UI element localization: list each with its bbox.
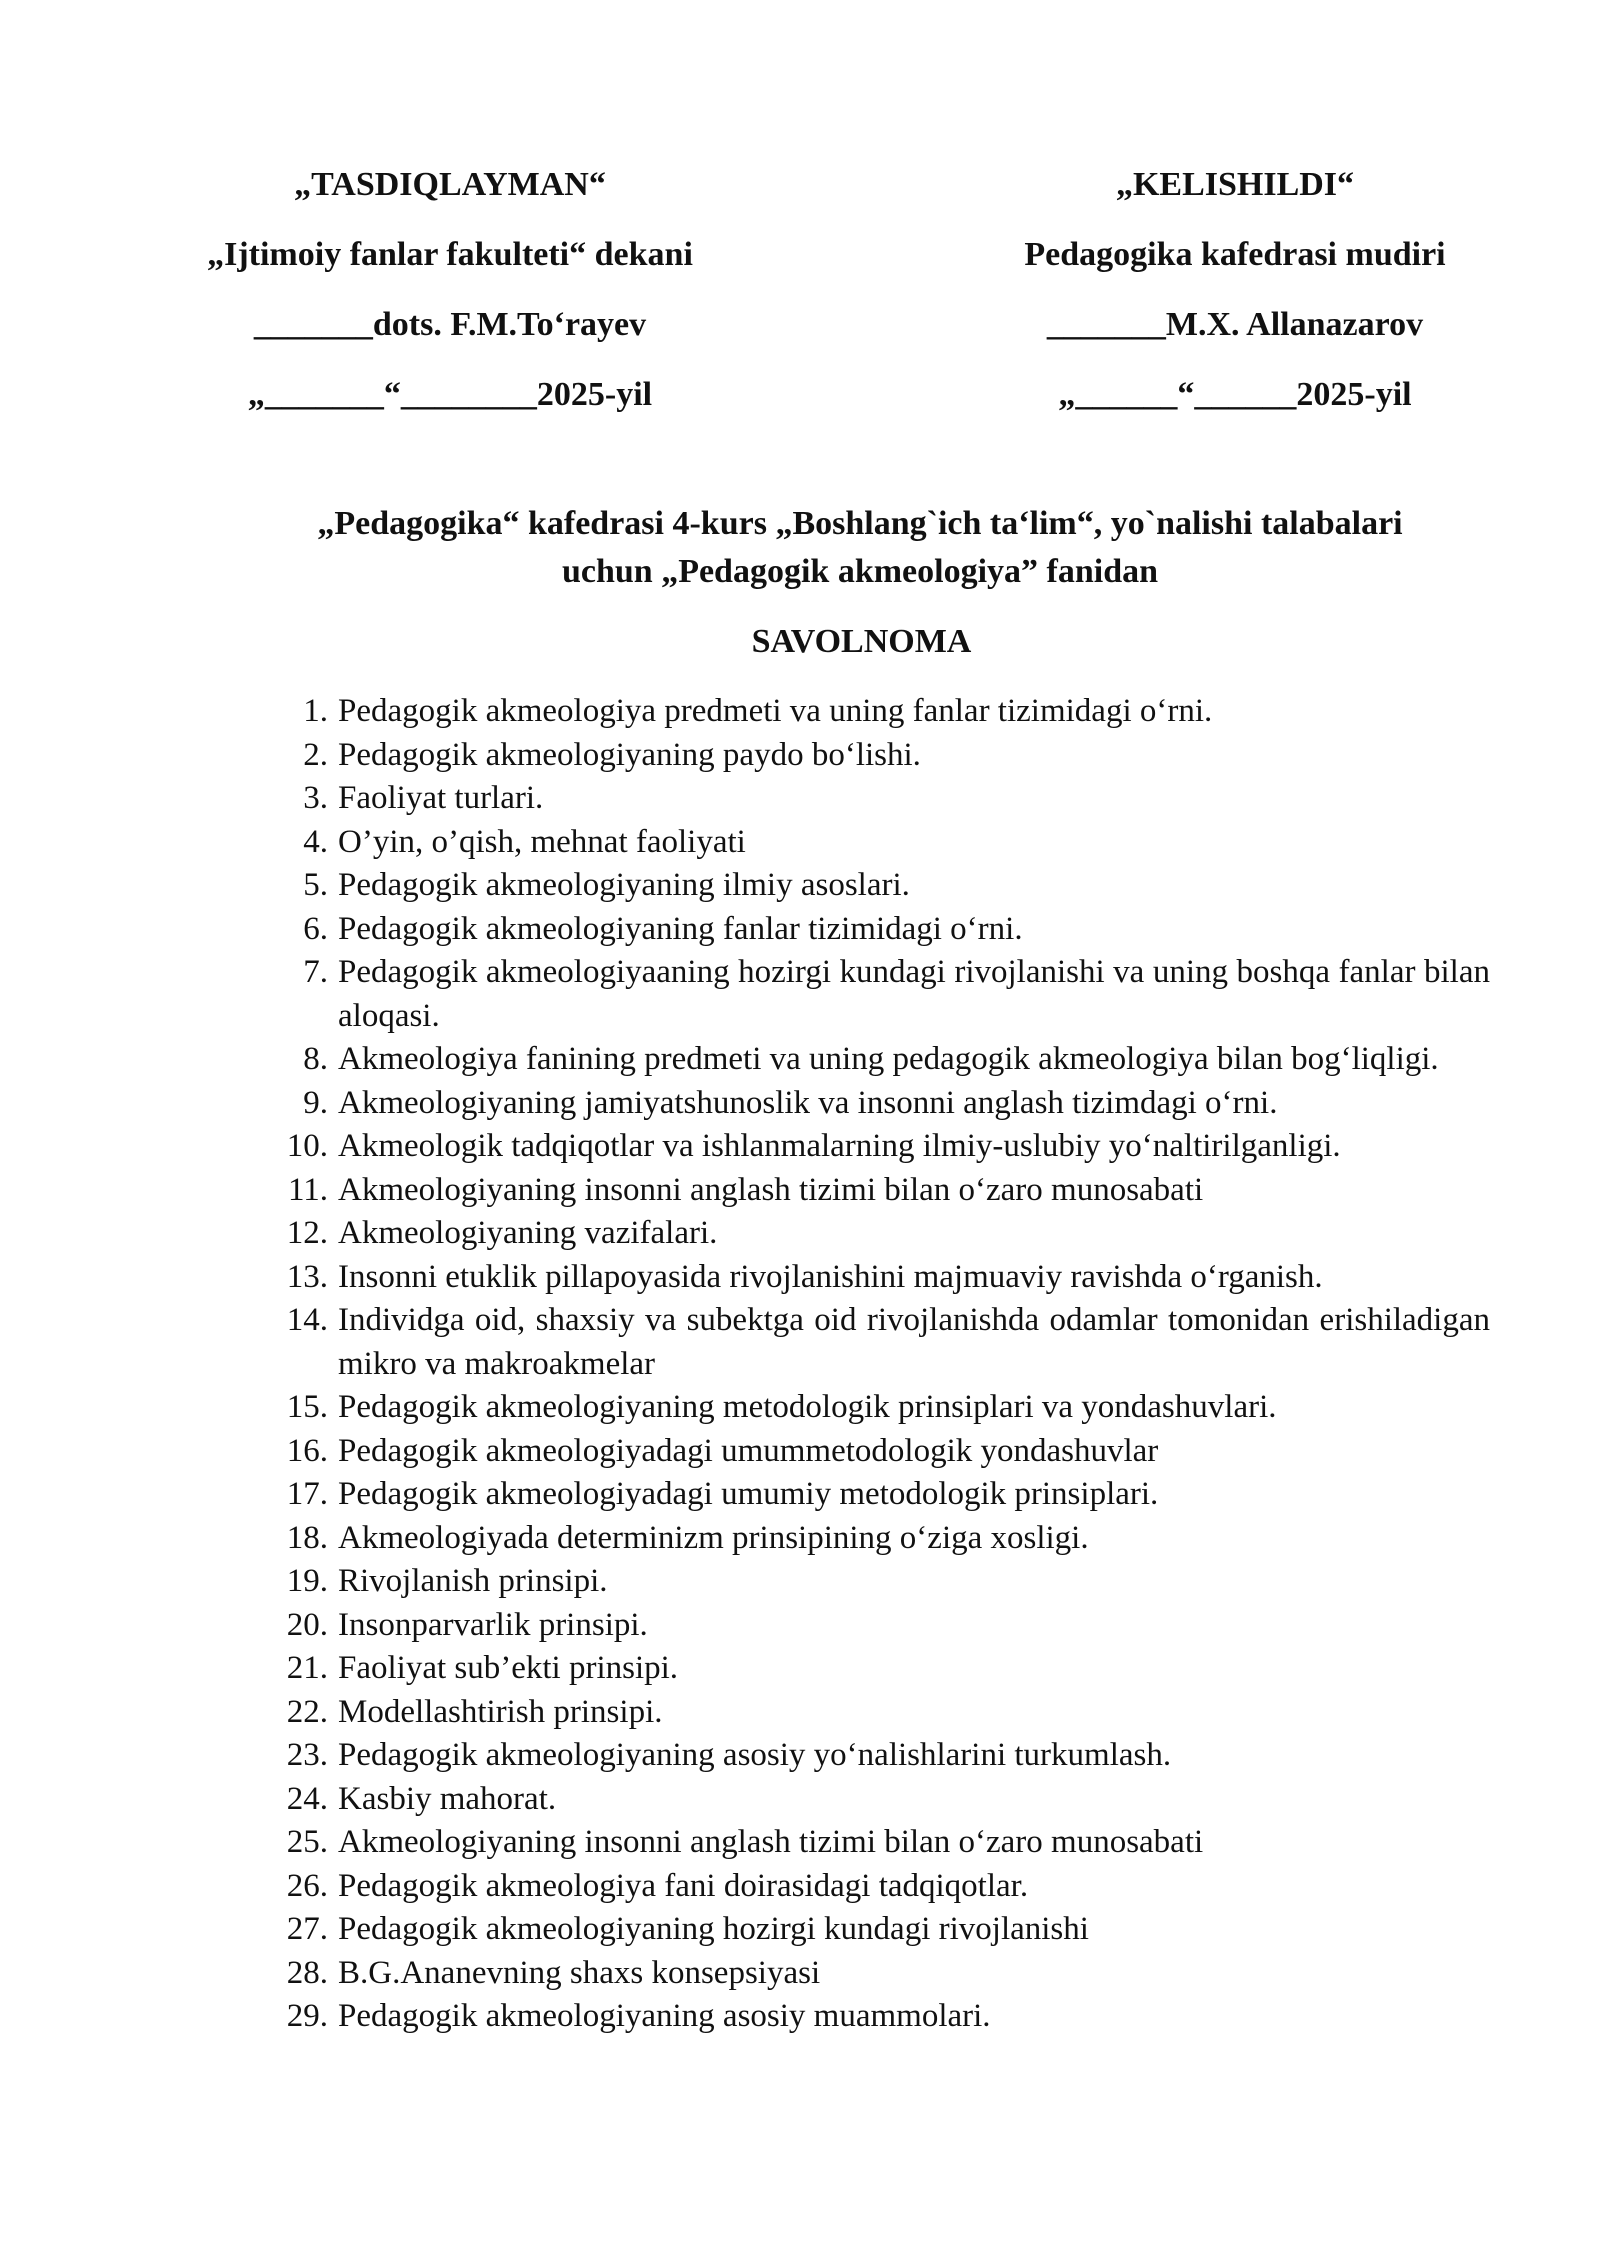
question-text: Faoliyat turlari.: [338, 780, 544, 816]
question-number: 7.: [303, 954, 328, 990]
question-text: Modellashtirish prinsipi.: [338, 1693, 663, 1730]
question-text: Pedagogik akmeologiyadagi umummetodologik yondashuvlar: [338, 1432, 1159, 1469]
date-line: „_______“________2025-yil: [247, 376, 653, 413]
question-number: 21.: [286, 1650, 328, 1686]
question-number: 11.: [287, 1171, 328, 1208]
question-text: Insonparvarlik prinsipi.: [338, 1606, 648, 1643]
question-number: 3.: [303, 780, 328, 816]
question-text: Pedagogik akmeologiyaning asosiy muammolari.: [338, 1998, 991, 2034]
question-text: Akmeologiyaning insonni anglash tizimi bilan o‘zaro munosabati: [338, 1824, 1204, 1860]
question-number: 20.: [286, 1606, 328, 1643]
question-text: Pedagogik akmeologiyaning ilmiy asoslari.: [338, 867, 910, 903]
question-item: [270, 1952, 1490, 1996]
question-text: Kasbiy mahorat.: [338, 1780, 557, 1817]
question-number: 13.: [286, 1258, 328, 1295]
question-number: 2.: [303, 736, 328, 773]
approver-position: Pedagogika kafedrasi mudiri: [1024, 236, 1446, 273]
heading-line: „Pedagogika“ kafedrasi 4-kurs „Boshlang`ich ta‘lim“, yo`nalishi talabalari: [317, 505, 1403, 542]
question-list: [270, 690, 1490, 2039]
approval-block-agreed: [940, 150, 1530, 430]
question-item: [270, 864, 1490, 908]
question-text: Pedagogik akmeologiya predmeti va uning fanlar tizimidagi o‘rni.: [338, 693, 1213, 729]
signature-line: _______dots. F.M.To‘rayev: [253, 306, 647, 343]
question-item: [270, 1995, 1490, 2039]
heading-line: uchun „Pedagogik akmeologiya” fanidan: [561, 553, 1159, 590]
question-number: 18.: [286, 1519, 328, 1556]
question-number: 17.: [286, 1476, 328, 1512]
question-item: [270, 1082, 1490, 1126]
question-item: [270, 1865, 1490, 1909]
question-number: 5.: [303, 867, 328, 903]
question-text: Pedagogik akmeologiyaning hozirgi kundagi rivojlanishi: [338, 1911, 1089, 1947]
question-item: [270, 1430, 1490, 1474]
question-text: Faoliyat sub’ekti prinsipi.: [338, 1650, 679, 1686]
question-item: [270, 1299, 1490, 1386]
question-number: 26.: [286, 1867, 328, 1904]
approval-title: „KELISHILDI“: [1115, 166, 1355, 203]
question-item: [270, 1647, 1490, 1691]
question-item: [270, 1560, 1490, 1604]
question-number: 16.: [286, 1432, 328, 1469]
question-text: O’yin, o’qish, mehnat faoliyati: [338, 823, 746, 860]
question-number: 22.: [286, 1693, 328, 1730]
question-text: Individga oid, shaxsiy va subektga oid rivojlanishda odamlar tomonidan erishiladigan mikro va makroakmelar: [338, 1302, 1490, 1382]
question-item: [270, 690, 1490, 734]
question-text: Insonni etuklik pillapoyasida rivojlanishini majmuaviy ravishda o‘rganish.: [338, 1258, 1323, 1295]
question-text: Pedagogik akmeologiyaning asosiy yo‘nalishlarini turkumlash.: [338, 1737, 1172, 1773]
question-number: 19.: [286, 1563, 328, 1599]
document-title: SAVOLNOMA: [751, 623, 972, 660]
question-item: [270, 951, 1490, 1038]
approval-block-approved: [150, 150, 750, 430]
question-item: [270, 1604, 1490, 1648]
question-item: [270, 1473, 1490, 1517]
approval-section: [0, 150, 1600, 413]
question-item: [270, 1169, 1490, 1213]
approver-position: „Ijtimoiy fanlar fakulteti“ dekani: [207, 236, 693, 273]
question-item: [270, 1125, 1490, 1169]
approval-title: „TASDIQLAYMAN“: [294, 166, 606, 203]
question-item: [270, 1778, 1490, 1822]
question-number: 23.: [286, 1737, 328, 1773]
question-number: 4.: [303, 823, 328, 860]
question-number: 10.: [286, 1128, 328, 1164]
question-item: [270, 1212, 1490, 1256]
question-number: 29.: [286, 1998, 328, 2034]
question-text: Pedagogik akmeologiyaaning hozirgi kundagi rivojlanishi va uning boshqa fanlar bilan aloqasi.: [338, 954, 1490, 1034]
question-item: [270, 1821, 1490, 1865]
signature-line: _______M.X. Allanazarov: [1046, 306, 1424, 343]
question-text: Akmeologik tadqiqotlar va ishlanmalarning ilmiy-uslubiy yo‘naltirilganligi.: [338, 1128, 1341, 1164]
question-text: Akmeologiyaning jamiyatshunoslik va insonni anglash tizimdagi o‘rni.: [338, 1084, 1278, 1121]
question-number: 12.: [286, 1215, 328, 1251]
question-text: Pedagogik akmeologiya fani doirasidagi tadqiqotlar.: [338, 1867, 1029, 1904]
question-item: [270, 1256, 1490, 1300]
question-item: [270, 1386, 1490, 1430]
document-heading: [240, 500, 1480, 596]
question-number: 8.: [303, 1041, 328, 1077]
question-text: Akmeologiyada determinizm prinsipining o‘ziga xosligi.: [338, 1519, 1089, 1556]
question-text: B.G.Ananevning shaxs konsepsiyasi: [338, 1954, 821, 1991]
question-item: [270, 1691, 1490, 1735]
question-item: [270, 1908, 1490, 1952]
question-number: 6.: [303, 910, 328, 947]
question-text: Pedagogik akmeologiyaning fanlar tizimidagi o‘rni.: [338, 910, 1023, 947]
question-text: Pedagogik akmeologiyadagi umumiy metodologik prinsiplari.: [338, 1476, 1159, 1512]
question-number: 15.: [286, 1389, 328, 1425]
question-number: 24.: [286, 1780, 328, 1817]
question-item: [270, 1038, 1490, 1082]
question-item: [270, 777, 1490, 821]
date-line: „______“______2025-yil: [1058, 376, 1412, 413]
question-item: [270, 821, 1490, 865]
question-number: 14.: [286, 1302, 328, 1338]
question-text: Pedagogik akmeologiyaning metodologik prinsiplari va yondashuvlari.: [338, 1389, 1277, 1425]
question-item: [270, 1517, 1490, 1561]
question-number: 25.: [286, 1824, 328, 1860]
question-text: Rivojlanish prinsipi.: [338, 1563, 608, 1599]
question-item: [270, 1734, 1490, 1778]
question-text: Akmeologiya fanining predmeti va uning pedagogik akmeologiya bilan bog‘liqligi.: [338, 1041, 1439, 1077]
question-number: 9.: [303, 1084, 328, 1121]
question-item: [270, 734, 1490, 778]
question-item: [270, 908, 1490, 952]
question-text: Pedagogik akmeologiyaning paydo bo‘lishi.: [338, 736, 921, 773]
question-number: 28.: [286, 1954, 328, 1991]
question-text: Akmeologiyaning insonni anglash tizimi bilan o‘zaro munosabati: [338, 1171, 1204, 1208]
question-text: Akmeologiyaning vazifalari.: [338, 1215, 718, 1251]
question-number: 1.: [303, 693, 328, 729]
question-number: 27.: [286, 1911, 328, 1947]
